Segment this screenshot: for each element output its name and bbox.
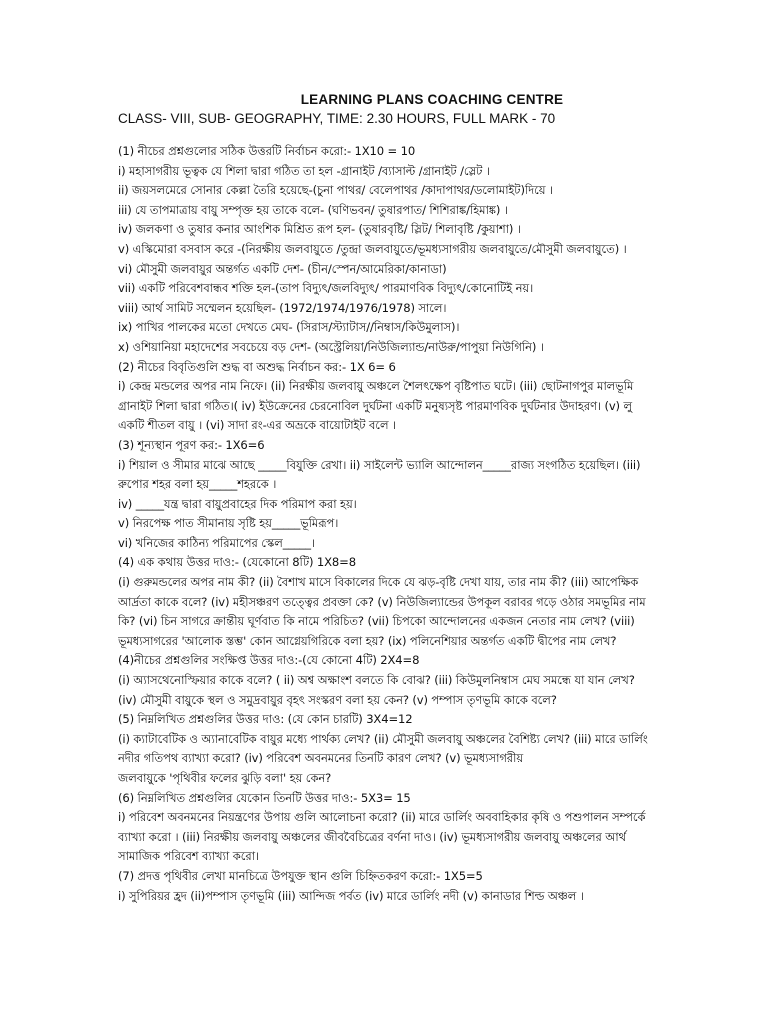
question-line: নদীর গতিপথ ব্যাখ্যা করো? (iv) পরিবেশ অবনমনের তিনটি কারণ লেখ? (v) ভূমধ্যসাগরীয় xyxy=(118,751,524,766)
question-line: (2) নীচের বিবৃতিগুলি শুদ্ধ বা অশুদ্ধ নির্বাচন কর:- 1X 6= 6 xyxy=(118,359,396,374)
question-line: x) ওশিয়ানিয়া মহাদেশের সবচেয়ে বড় দেশ- (অস্ট্রেলিয়া/নিউজিল্যান্ড/নাউরু/পাপুয়া নিউগিনি) । xyxy=(118,339,544,354)
question-line: ii) জয়সলমেরে সোনার কেল্লা তৈরি হয়েছে-(চুনা পাথর/ বেলেপাথর /কাদাপাথর/ডলোমাইট)দিয়ে । xyxy=(118,183,553,198)
question-line: i) কেন্দ্র মন্ডলের অপর নাম নিফে। (ii) নিরক্ষীয় জলবায়ু অঞ্চলে শৈলৎক্ষেপ বৃষ্টিপাত ঘটে। (iii) ছোটনাগপুর মালভূমি xyxy=(118,379,634,394)
question-line: vi) মৌসুমী জলবায়ুর অন্তর্গত একটি দেশ- (চীন/স্পেন/আমেরিকা/কানাডা) xyxy=(118,261,447,276)
question-line: সামাজিক পরিবেশ ব্যাখ্যা করো। xyxy=(118,849,259,864)
question-line: iv) _____যন্ত্র দ্বারা বায়ুপ্রবাহের দিক পরিমাপ করা হয়। xyxy=(118,496,357,511)
question-line: i) পরিবেশ অবনমনের নিয়ন্ত্রণের উপায় গুলি আলোচনা করো? (ii) মারে ডার্লিং অববাহিকার কৃষি ও পশুপালন সম্পর্কে xyxy=(118,810,646,825)
question-line: vi) খনিজের কাঠিন্য পরিমাপের স্কেল_____। xyxy=(118,535,315,550)
question-line: i) শিয়াল ও সীমার মাঝে আছে _____বিযুক্তি রেখা। ii) সাইলেন্ট ভ্যালি আন্দোলন_____রাজ্য সংগঠিত হয়েছিল। (iii) xyxy=(118,457,641,472)
question-line: (6) নিম্নলিখিত প্রশ্নগুলির যেকোন তিনটি উত্তর দাও:- 5X3= 15 xyxy=(118,790,411,805)
document-subtitle: CLASS- VIII, SUB- GEOGRAPHY, TIME: 2.30 HOURS, FULL MARK - 70 xyxy=(118,111,556,126)
question-line: i) সুপিরিয়র হ্রদ (ii)পম্পাস তৃণভূমি (iii) আন্দিজ পর্বত (iv) মারে ডার্লিং নদী (v) কানাডার শিল্ড অঞ্চল । xyxy=(118,888,584,903)
document-title: LEARNING PLANS COACHING CENTRE xyxy=(300,92,564,107)
question-line: vii) একটি পরিবেশবান্ধব শক্তি হল-(তাপ বিদ্যুৎ/জলবিদ্যুৎ/ পারমাণবিক বিদ্যুৎ/কোনোটিই নয়। xyxy=(118,281,534,296)
question-line: (4) এক কথায় উত্তর দাও:- (যেকোনো 8টি) 1X8=8 xyxy=(118,555,356,570)
question-line: (i) অ্যাসথেনোস্ফিয়ার কাকে বলে? ( ii) অশ্ব অক্ষাংশ বলতে কি বোঝ? (iii) কিউমুলনিম্বাস মেঘ সমন্ধে যা যান লেখ? xyxy=(118,673,635,688)
question-line: কি? (vi) চিন সাগরে ক্রান্তীয় ঘূর্ণবাত কি নামে পরিচিত? (vii) চিপকো আন্দোলনের একজন নেতার নাম লেখ? (viii) xyxy=(118,614,635,629)
question-line: জলবায়ুকে 'পৃথিবীর ফলের ঝুড়ি বলা' হয় কেন? xyxy=(118,771,332,785)
question-line: গ্রানাইট শিলা দ্বারা গঠিত।( iv) ইউক্রেনের চেরনোবিল দুর্ঘটনা একটি মনুষ্যসৃষ্ট পারমাণবিক দুর্ঘটনার উদাহরণ। (v) লু xyxy=(118,398,632,413)
question-line: iii) যে তাপমাত্রায় বায়ু সম্পৃক্ত হয় তাকে বলে- (ঘণিভবন/ তুষারপাত/ শিশিরাঙ্ক/হিমাঙ্ক) । xyxy=(118,202,508,217)
question-line: ix) পাখির পালকের মতো দেখতে মেঘ- (সিরাস/স্ট্যাটাস//নিম্বাস/কিউমুলাস)। xyxy=(118,320,460,335)
question-line: (5) নিম্নলিখিত প্রশ্নগুলির উত্তর দাও: (যে কোন চারটি) 3X4=12 xyxy=(118,712,413,727)
question-line: i) মহাসাগরীয় ভূত্বক যে শিলা দ্বারা গঠিত তা হল -গ্রানাইট /ব্যাসাল্ট /গ্রানাইট /স্লেট । xyxy=(118,163,490,178)
question-line: (7) প্রদত্ত পৃথিবীর লেখা মানচিত্রে উপযুক্ত স্থান গুলি চিহ্নিতকরণ করো:- 1X5=5 xyxy=(118,868,483,883)
question-line: রুপোর শহর বলা হয়_____শহরকে । xyxy=(118,477,277,492)
question-line: viii) আর্থ সামিট সম্মেলন হয়েছিল- (1972/1974/1976/1978) সালে। xyxy=(118,300,447,315)
question-line: (iv) মৌসুমী বায়ুকে স্থল ও সমুদ্রবায়ুর বৃহৎ সংস্করণ বলা হয় কেন? (v) পম্পাস তৃণভূমি কাকে বলে? xyxy=(118,692,557,707)
question-line: v) এস্কিমোরা বসবাস করে -(নিরক্ষীয় জলবায়ুতে /তুন্দ্রা জলবায়ুতে/ভূমধ্যসাগরীয় জলবায়ুতে/মৌসুমী জলবায়ুতে) । xyxy=(118,241,627,256)
question-line: ভূমধ্যসাগরের 'আলোক স্তম্ভ' কোন আগ্নেয়গিরিকে বলা হয়? (ix) পলিনেশিয়ার অন্তর্গত একটি দ্বীপের নাম লেখ? xyxy=(118,633,617,648)
question-line: একটি শীতল বায়ু । (vi) সাদা রং-এর অভ্রকে বায়োটাইট বলে । xyxy=(118,418,396,433)
question-line: ব্যাখ্যা করো । (iii) নিরক্ষীয় জলবায়ু অঞ্চলের জীববৈচিত্রের বর্ণনা দাও। (iv) ভূমধ্যসাগরীয় জলবায়ু অঞ্চলের আর্থ xyxy=(118,829,626,844)
question-line: (1) নীচের প্রশ্নগুলোর সঠিক উত্তরটি নির্বাচন করো:- 1X10 = 10 xyxy=(118,144,416,158)
question-line: iv) জলকণা ও তুষার কনার আংশিক মিশ্রিত রূপ হল- (তুষারবৃষ্টি/ স্লিট/ শিলাবৃষ্টি /কুয়াশা) । xyxy=(118,222,521,237)
question-line: (3) শূন্যস্থান পূরণ কর:- 1X6=6 xyxy=(118,437,265,452)
question-line: (i) গুরুমন্ডলের অপর নাম কী? (ii) বৈশাখ মাসে বিকালের দিকে যে ঝড়-বৃষ্টি দেখা যায়, তার নাম কী? (iii) আপেক্ষিক xyxy=(118,575,639,590)
question-line: (4)নীচের প্রশ্নগুলির সংক্ষিপ্ত উত্তর দাও:-(যে কোনো 4টি) 2X4=8 xyxy=(118,653,420,668)
question-list xyxy=(118,142,728,906)
question-line: v) নিরপেক্ষ পাত সীমানায় সৃষ্টি হয়_____ভূমিরূপ। xyxy=(118,516,339,531)
question-line: আর্দ্রতা কাকে বলে? (iv) মহীসঞ্চরণ তত্ত্বের প্রবক্তা কে? (v) নিউজিল্যান্ডের উপকূল বরাবর গড়ে ওঠার সমভূমির নাম xyxy=(118,594,646,609)
question-line: (i) ক্যাটাবেটিক ও অ্যানাবেটিক বায়ুর মধ্যে পার্থক্য লেখ? (ii) মৌসুমী জলবায়ু অঞ্চলের বৈশিষ্ট্য লেখ? (iii) মারে ডার্লিং xyxy=(118,731,648,746)
